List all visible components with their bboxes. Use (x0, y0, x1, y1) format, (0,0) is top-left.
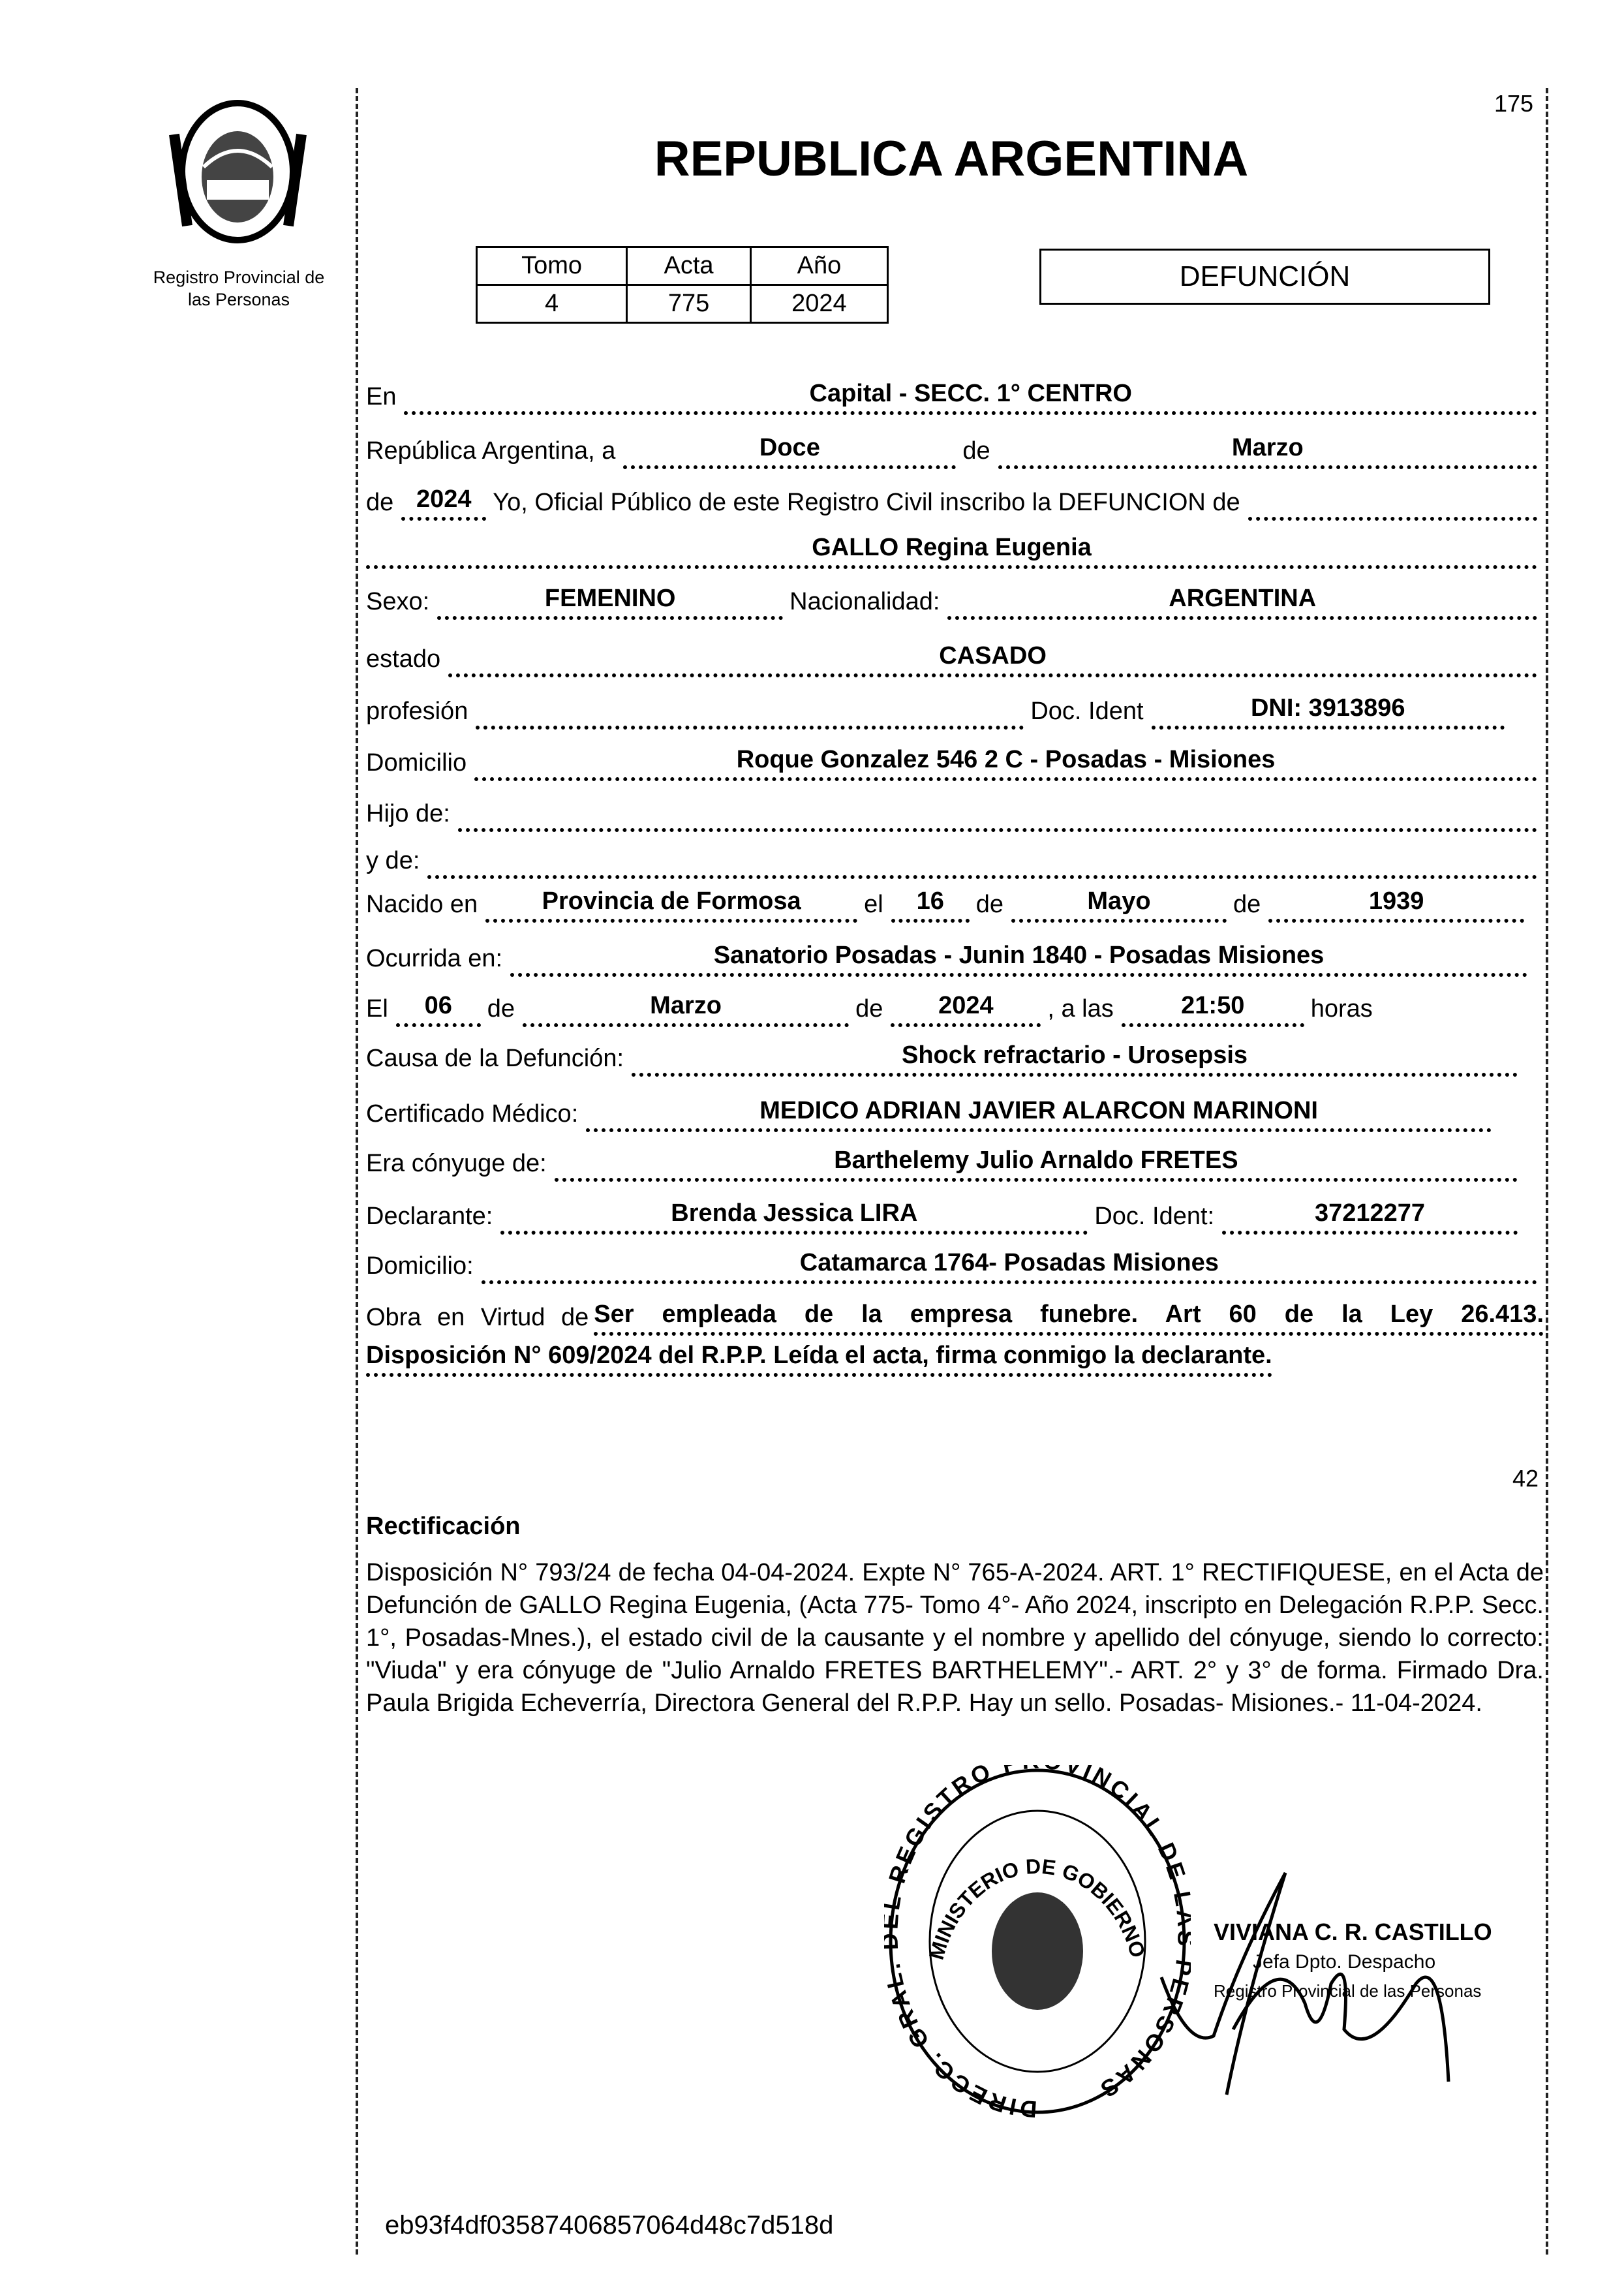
header-ano: Año (750, 247, 887, 285)
value-tomo: 4 (477, 285, 627, 323)
hijo-label: Hijo de: (366, 800, 450, 827)
birth-day-field: 16 (891, 887, 970, 923)
doc-field: DNI: 3913896 (1152, 694, 1505, 730)
doc2-field: 37212277 (1222, 1199, 1518, 1235)
value-acta: 775 (627, 285, 751, 323)
birth-month-field: Mayo (1011, 887, 1227, 923)
conyuge-field: Barthelemy Julio Arnaldo FRETES (555, 1147, 1518, 1182)
sexo-label: Sexo: (366, 588, 430, 615)
de-label: de (962, 437, 990, 465)
death-time-field: 21:50 (1122, 992, 1304, 1027)
cert-label: Certificado Médico: (366, 1100, 579, 1128)
header-acta: Acta (627, 247, 751, 285)
stamp-inner-text: MINISTERIO DE GOBIERNO (924, 1854, 1150, 1962)
profesion-label: profesión (366, 698, 468, 725)
signatory-name: VIVIANA C. R. CASTILLO (1214, 1918, 1492, 1945)
signatory-org: Registro Provincial de las Personas (1214, 1981, 1482, 2001)
place-field: Capital - SECC. 1° CENTRO (404, 380, 1537, 415)
estado-field: CASADO (448, 642, 1537, 677)
obra-label: Obra en Virtud de (366, 1304, 589, 1331)
domicilio2-label: Domicilio: (366, 1252, 474, 1280)
day-written-field: Doce (623, 434, 956, 469)
death-day-field: 06 (396, 992, 481, 1027)
margin-number: 42 (1512, 1465, 1539, 1492)
birth-year-field: 1939 (1268, 887, 1524, 923)
header-tomo: Tomo (477, 247, 627, 285)
rectificacion-text: Disposición N° 793/24 de fecha 04-04-2024. Expte N° 765-A-2024. ART. 1° RECTIFIQUESE, en el Acta de Defunción de GALLO Regina Eugenia, (Acta 775- Tomo 4°- Año 2024, inscripto en Delegación R.P.P. Secc. 1°, Posadas-Mnes.), el estado civil de la causante y el nombre y apellido del cónyuge, siendo lo correcto: "Viuda" y era cónyuge de "Julio Arnaldo FRETES BARTHELEMY".- ART. 2° y 3° de forma. Firmado Dra. Paula Brigida Echeverría, Directora General del R.P.P. Hay un sello. Posadas- Misiones.- 11-04-2024. (366, 1559, 1544, 1717)
de-label: de (975, 891, 1004, 918)
death-month-field: Marzo (523, 992, 849, 1027)
conyuge-label: Era cónyuge de: (366, 1150, 547, 1177)
document-title: REPUBLICA ARGENTINA (654, 131, 1249, 187)
domicilio-field: Roque Gonzalez 546 2 C - Posadas - Misiones (474, 746, 1537, 781)
domicilio-label: Domicilio (366, 749, 467, 777)
alas-label: , a las (1047, 995, 1114, 1023)
stamp-outer-text: DIRECC. GRA REGISTRO VINCIAL DE RSONAS (884, 1765, 1191, 2118)
ocurrida-label: Ocurrida en: (366, 945, 503, 972)
year-field: 2024 (401, 485, 486, 521)
rectificacion-title: Rectificación (366, 1513, 521, 1540)
el-label: El (366, 995, 388, 1023)
de-label: de (1233, 891, 1261, 918)
death-place-field: Sanatorio Posadas - Junin 1840 - Posadas Misiones (510, 942, 1527, 977)
causa-label: Causa de la Defunción: (366, 1045, 624, 1072)
rep-label: República Argentina, a (366, 437, 616, 465)
declarante-field: Brenda Jessica LIRA (500, 1199, 1088, 1235)
birthplace-field: Provincia de Formosa (485, 887, 857, 923)
register-table (476, 246, 889, 324)
doc-type-box: DEFUNCIÓN (1039, 249, 1490, 305)
de-label: de (487, 995, 515, 1023)
nacionalidad-field: ARGENTINA (947, 585, 1537, 620)
page-number: 175 (1494, 90, 1534, 117)
horas-label: horas (1310, 995, 1373, 1023)
obra-line1: Ser empleada de la empresa funebre. Art 60 de la Ley 26.413. (594, 1301, 1544, 1336)
cert-field: MEDICO ADRIAN JAVIER ALARCON MARINONI (586, 1097, 1492, 1132)
nacido-label: Nacido en (366, 891, 478, 918)
issuer-name: Registro Provincial de las Personas (153, 268, 325, 309)
signatory-role: Jefa Dpto. Despacho (1253, 1951, 1436, 1973)
profesion-field (476, 694, 1024, 730)
declarante-label: Declarante: (366, 1203, 493, 1230)
domicilio2-field: Catamarca 1764- Posadas Misiones (482, 1249, 1537, 1284)
obra-line2: Disposición N° 609/2024 del R.P.P. Leída el acta, firma conmigo la declarante. (366, 1342, 1272, 1377)
causa-field: Shock refractario - Urosepsis (632, 1041, 1518, 1077)
doc-label: Doc. Ident (1030, 698, 1144, 725)
doc2-label: Doc. Ident: (1094, 1203, 1215, 1230)
left-margin-line (356, 88, 358, 2255)
right-margin-line (1546, 88, 1548, 2255)
de-label: de (855, 995, 883, 1023)
nacionalidad-label: Nacionalidad: (789, 588, 940, 615)
de-label: de (366, 489, 394, 516)
en-label: En (366, 383, 397, 410)
value-ano: 2024 (750, 285, 887, 323)
month-written-field: Marzo (998, 434, 1537, 469)
estado-label: estado (366, 645, 441, 673)
document-hash: eb93f4df03587406857064d48c7d518d (385, 2211, 834, 2240)
sexo-field: FEMENINO (437, 585, 783, 620)
province-seal-logo (161, 95, 314, 249)
deceased-name-field: GALLO Regina Eugenia (366, 534, 1537, 569)
yde-label: y de: (366, 847, 420, 874)
el-label: el (864, 891, 883, 918)
yo-text: Yo, Oficial Público de este Registro Civil inscribo la DEFUNCION de (493, 489, 1240, 516)
death-year-field: 2024 (891, 992, 1041, 1027)
yo-trailing-dots (1248, 485, 1537, 521)
